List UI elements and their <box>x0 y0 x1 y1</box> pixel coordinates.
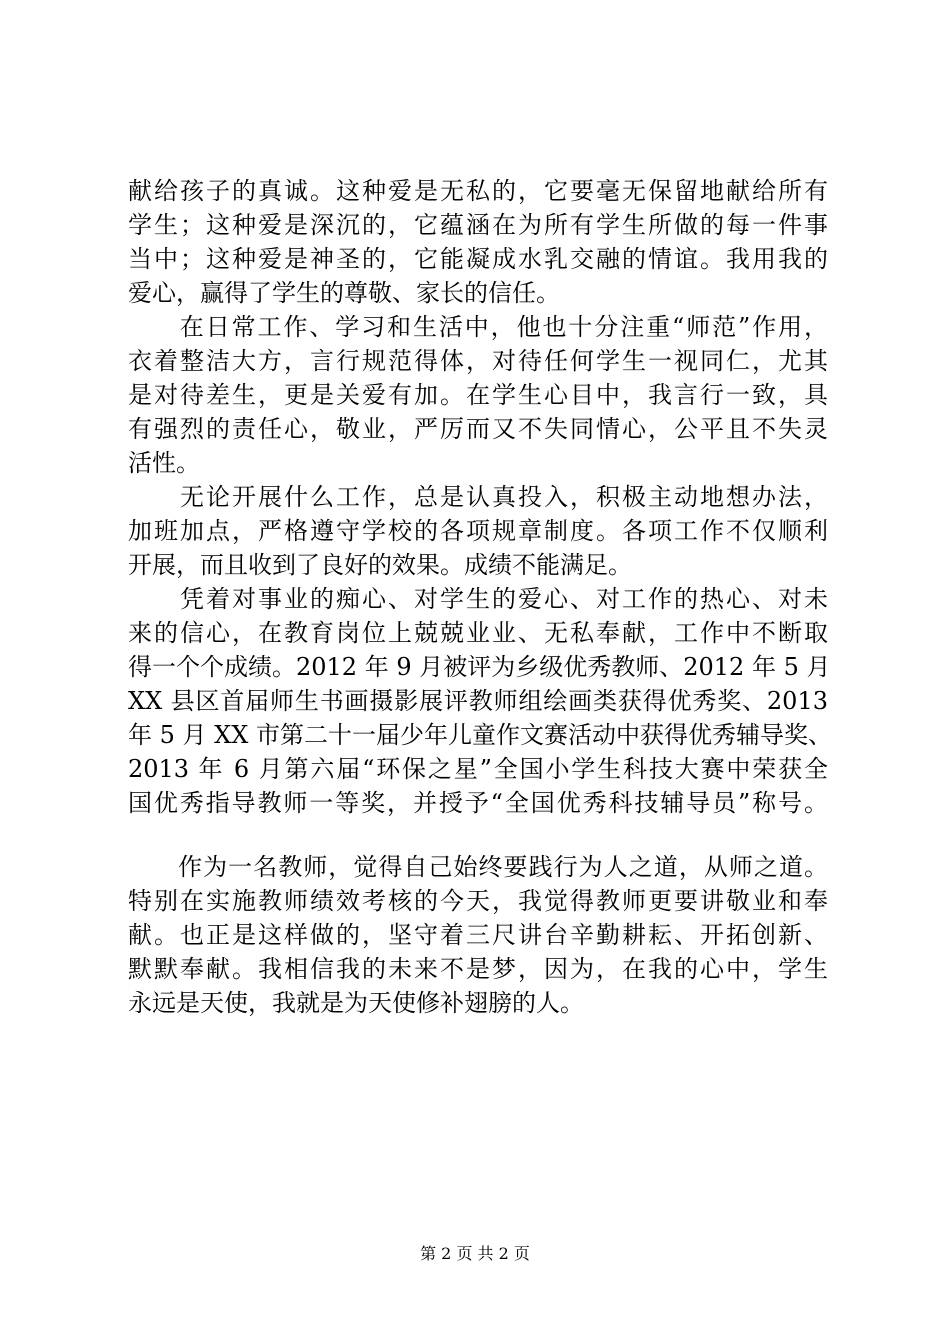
text-line: XX 县区首届师生书画摄影展评教师组绘画类获得优秀奖、2013 <box>128 687 828 715</box>
text-line: 永远是天使，我就是为天使修补翅膀的人。 <box>128 989 584 1017</box>
text-line: 献。也正是这样做的，坚守着三尺讲台辛勤耕耘、开拓创新、 <box>128 921 828 949</box>
text-line: 年 5 月 XX 市第二十一届少年儿童作文赛活动中获得优秀辅导奖、 <box>128 721 832 749</box>
text-line: 当中；这种爱是神圣的，它能凝成水乳交融的情谊。我用我的 <box>128 245 828 273</box>
text-line: 献给孩子的真诚。这种爱是无私的，它要毫无保留地献给所有 <box>128 177 828 205</box>
text-line: 特别在实施教师绩效考核的今天，我觉得教师更要讲敬业和奉 <box>128 887 828 915</box>
page-number-footer: 第 2 页 共 2 页 <box>420 1244 530 1263</box>
text-line: 来的信心，在教育岗位上兢兢业业、无私奉献，工作中不断取 <box>128 619 828 647</box>
text-line: 2013 年 6 月第六届“环保之星”全国小学生科技大赛中荣获全 <box>128 755 828 783</box>
text-line: 学生；这种爱是深沉的，它蕴涵在为所有学生所做的每一件事 <box>128 211 828 239</box>
document-body <box>128 174 832 1020</box>
text-line: 衣着整洁大方，言行规范得体，对待任何学生一视同仁，尤其 <box>128 347 828 375</box>
text-line: 凭着对事业的痴心、对学生的爱心、对工作的热心、对未 <box>128 585 828 613</box>
text-line: 在日常工作、学习和生活中，他也十分注重“师范”作用， <box>128 313 828 341</box>
paragraph-gap <box>128 820 828 850</box>
text-line: 无论开展什么工作，总是认真投入，积极主动地想办法， <box>128 483 828 511</box>
text-line: 是对待差生，更是关爱有加。在学生心目中，我言行一致，具 <box>128 381 828 409</box>
text-line: 活性。 <box>128 449 200 477</box>
text-line: 有强烈的责任心，敬业，严厉而又不失同情心，公平且不失灵 <box>128 415 828 443</box>
text-line: 爱心，赢得了学生的尊敬、家长的信任。 <box>128 279 560 307</box>
text-line: 作为一名教师，觉得自己始终要践行为人之道，从师之道。 <box>128 853 828 881</box>
text-line: 国优秀指导教师一等奖，并授予“全国优秀科技辅导员”称号。 <box>128 789 828 817</box>
text-line: 得一个个成绩。2012 年 9 月被评为乡级优秀教师、2012 年 5 月 <box>128 653 831 681</box>
text-line: 默默奉献。我相信我的未来不是梦，因为，在我的心中，学生 <box>128 955 828 983</box>
text-line: 加班加点，严格遵守学校的各项规章制度。各项工作不仅顺利 <box>128 517 828 545</box>
text-line: 开展，而且收到了良好的效果。成绩不能满足。 <box>128 551 632 579</box>
